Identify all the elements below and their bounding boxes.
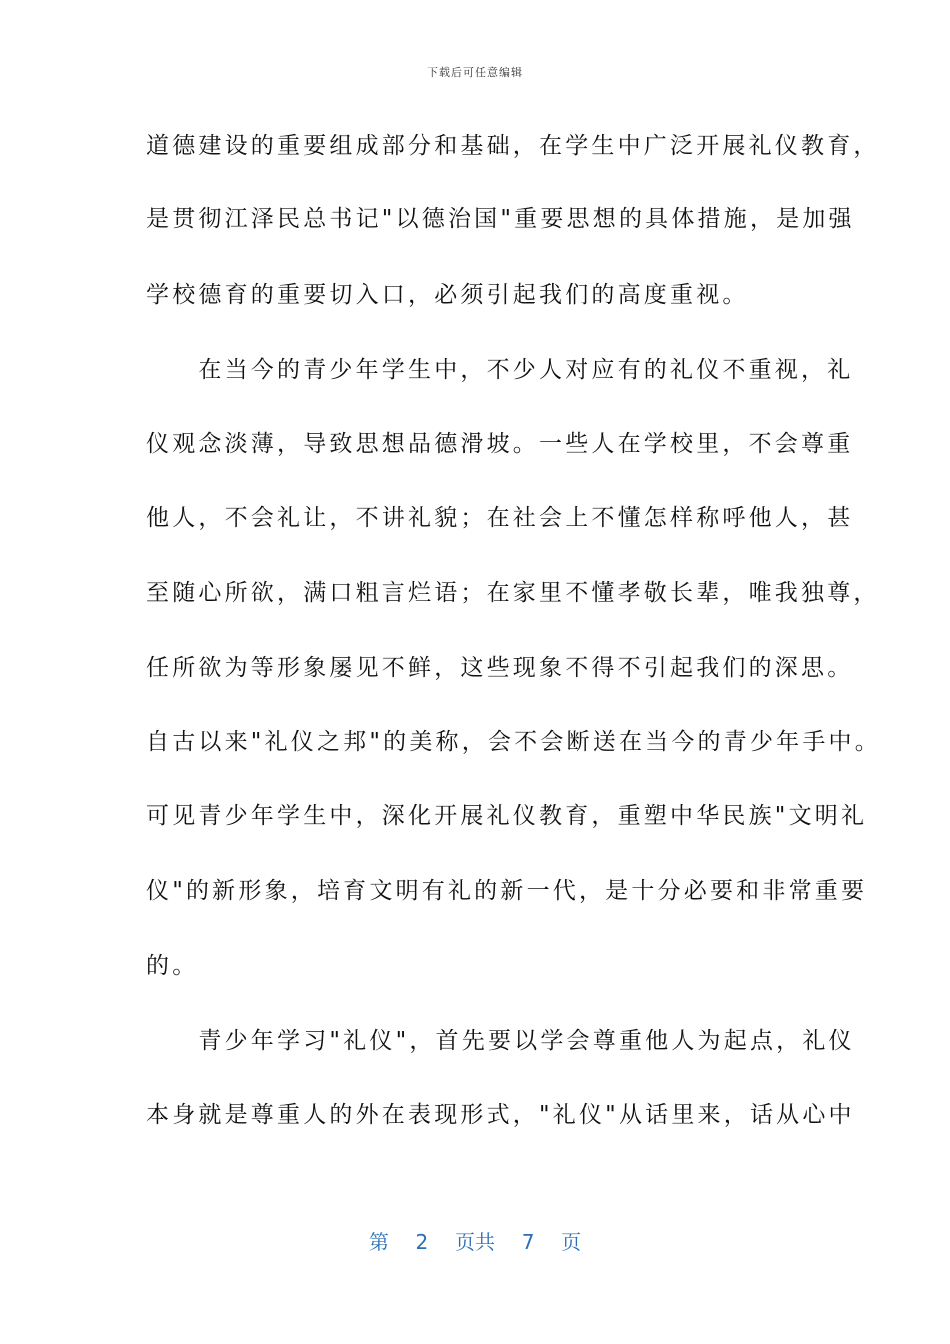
body-line: 可见青少年学生中，深化开展礼仪教育，重塑中华民族"文明礼 xyxy=(146,803,868,829)
body-line: 本身就是尊重人的外在表现形式，"礼仪"从话里来，话从心中 xyxy=(146,1102,855,1128)
page-header-note: 下载后可任意编辑 xyxy=(427,66,523,79)
body-line: 至随心所欲，满口粗言烂语；在家里不懂孝敬长辈，唯我独尊， xyxy=(146,580,880,606)
page-number-footer xyxy=(0,1226,950,1255)
total-pages-number: 7 xyxy=(521,1230,535,1254)
body-line: 道德建设的重要组成部分和基础，在学生中广泛开展礼仪教育， xyxy=(146,133,880,159)
body-line: 学校德育的重要切入口，必须引起我们的高度重视。 xyxy=(146,282,749,308)
body-line: 自古以来"礼仪之邦"的美称，会不会断送在当今的青少年手中。 xyxy=(146,729,881,755)
page-label-mid: 页共 xyxy=(455,1230,495,1254)
current-page-number: 2 xyxy=(415,1230,429,1254)
page-label-prefix: 第 xyxy=(368,1230,389,1254)
body-line: 仪"的新形象，培育文明有礼的新一代，是十分必要和非常重要 xyxy=(146,878,868,904)
body-line: 青少年学习"礼仪"，首先要以学会尊重他人为起点，礼仪 xyxy=(146,1028,855,1054)
page-label-suffix: 页 xyxy=(561,1230,582,1254)
body-line: 是贯彻江泽民总书记"以德治国"重要思想的具体措施，是加强 xyxy=(146,206,855,232)
body-line: 他人，不会礼让，不讲礼貌；在社会上不懂怎样称呼他人，甚 xyxy=(146,505,854,531)
body-line: 仪观念淡薄，导致思想品德滑坡。一些人在学校里，不会尊重 xyxy=(146,431,854,457)
body-line: 任所欲为等形象屡见不鲜，这些现象不得不引起我们的深思。 xyxy=(146,655,854,681)
body-line: 的。 xyxy=(146,953,199,979)
body-line: 在当今的青少年学生中，不少人对应有的礼仪不重视，礼 xyxy=(146,357,854,383)
